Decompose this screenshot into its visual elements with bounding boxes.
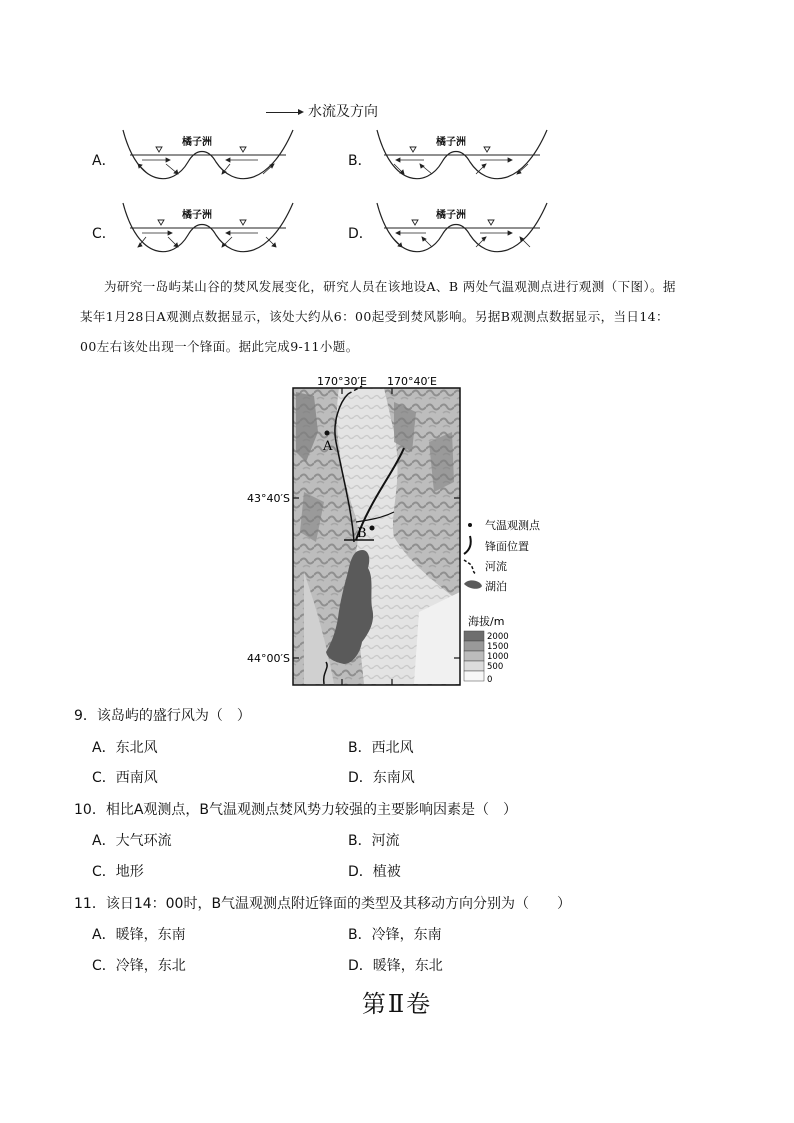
- elev-level-1000: 1000: [487, 652, 509, 662]
- flow-legend-label: 水流及方向: [308, 104, 378, 120]
- island-label: 橘子洲: [182, 210, 212, 221]
- q11-option-b[interactable]: B．冷锋，东南: [348, 927, 442, 943]
- legend-station: 气温观测点: [485, 519, 540, 532]
- island-label: 橘子洲: [436, 210, 466, 221]
- question-11-stem: 11．该日14：00时，B气温观测点附近锋面的类型及其移动方向分别为（ ）: [74, 896, 572, 912]
- flow-legend: [266, 101, 378, 121]
- front-legend-icon: [464, 536, 471, 554]
- island-label: 橘子洲: [182, 137, 212, 148]
- q9-option-d[interactable]: D．东南风: [348, 770, 415, 786]
- intro-line-1: 为研究一岛屿某山谷的焚风发展变化，研究人员在该地设A、B 两处气温观测点进行观测（下图）。据: [104, 279, 676, 294]
- elev-level-500: 500: [487, 662, 504, 672]
- lat-label-2: 44°00′S: [247, 652, 290, 665]
- station-b-dot: [370, 526, 375, 531]
- lon-label-2: 170°40′E: [387, 375, 437, 388]
- station-a-label: A: [323, 439, 333, 454]
- option-d-label: D．: [348, 226, 373, 242]
- elev-level-0: 0: [487, 675, 493, 685]
- valley-map-figure: [244, 372, 564, 690]
- lat-label-1: 43°40′S: [247, 492, 290, 505]
- legend-front: 锋面位置: [485, 540, 529, 553]
- q11-option-c[interactable]: C．冷锋，东北: [92, 958, 186, 974]
- intro-line-2: 某年1月28日A观测点数据显示，该处大约从6：00起受到焚风影响。另据B观测点数据显示，当日14：: [80, 309, 669, 324]
- valley-diagram-a: [118, 128, 298, 190]
- section-title: 第Ⅱ卷: [361, 990, 433, 1018]
- question-9-stem: 9．该岛屿的盛行风为（ ）: [74, 708, 251, 724]
- elev-level-1500: 1500: [487, 642, 509, 652]
- valley-diagram-d: [372, 201, 552, 263]
- legend-elevation-title: 海拔/m: [468, 615, 505, 628]
- option-a-label: A．: [92, 153, 116, 169]
- valley-diagram-b: [372, 128, 552, 190]
- option-b-label: B．: [348, 153, 372, 169]
- lake-legend-icon: [464, 580, 482, 588]
- q9-option-c[interactable]: C．西南风: [92, 770, 158, 786]
- elev-level-2000: 2000: [487, 632, 509, 642]
- legend-river: 河流: [485, 560, 507, 573]
- question-10-stem: 10．相比A观测点，B气温观测点焚风势力较强的主要影响因素是（ ）: [74, 802, 517, 818]
- valley-map: [244, 372, 564, 690]
- q9-option-a[interactable]: A．东北风: [92, 740, 158, 756]
- option-c-label: C．: [92, 226, 116, 242]
- q11-option-d[interactable]: D．暖锋，东北: [348, 958, 443, 974]
- river-legend-icon: [464, 560, 476, 574]
- station-legend-icon: [468, 523, 472, 527]
- q10-option-b[interactable]: B．河流: [348, 833, 400, 849]
- legend-lake: 湖泊: [485, 580, 507, 593]
- q11-option-a[interactable]: A．暖锋，东南: [92, 927, 186, 943]
- station-a-dot: [325, 431, 330, 436]
- intro-line-3: 00左右该处出现一个锋面。据此完成9-11小题。: [80, 339, 359, 354]
- island-label: 橘子洲: [436, 137, 466, 148]
- valley-diagram-c: [118, 201, 298, 263]
- q9-option-b[interactable]: B．西北风: [348, 740, 414, 756]
- intro-paragraph: [80, 272, 730, 362]
- elevation-scale: [464, 631, 484, 681]
- arrow-right-icon: [266, 112, 302, 113]
- q10-option-d[interactable]: D．植被: [348, 864, 401, 880]
- lon-label-1: 170°30′E: [317, 375, 367, 388]
- station-b-label: B: [357, 526, 367, 541]
- q10-option-c[interactable]: C．地形: [92, 864, 144, 880]
- q10-option-a[interactable]: A．大气环流: [92, 833, 172, 849]
